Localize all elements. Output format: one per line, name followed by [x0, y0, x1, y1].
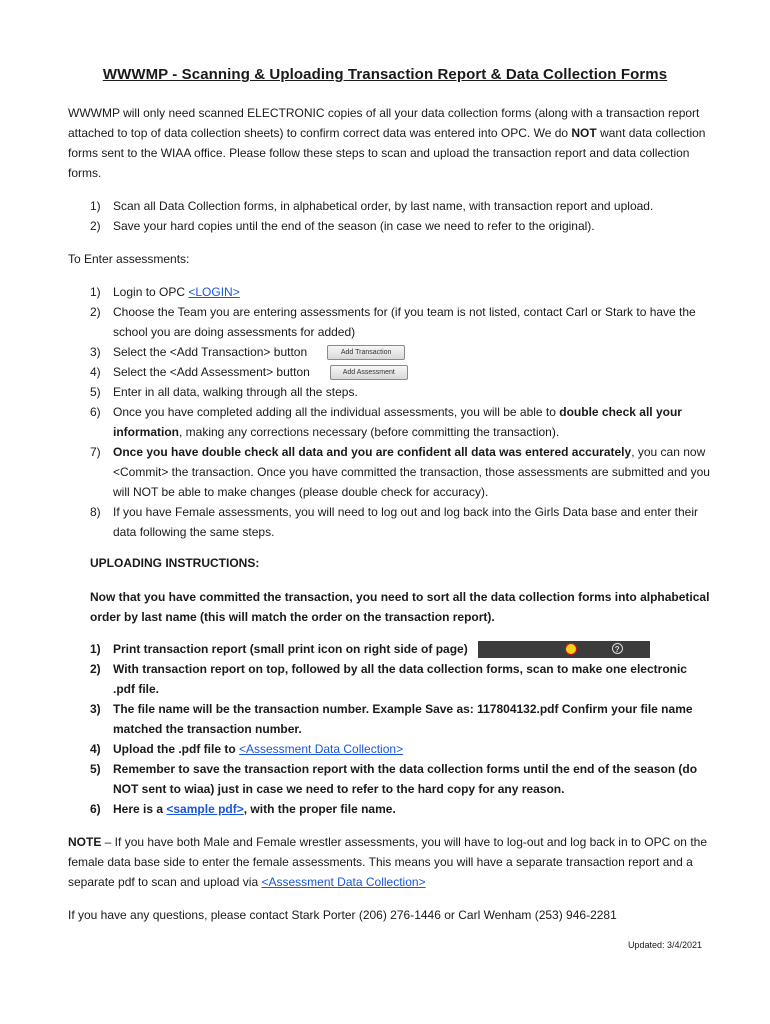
- list-item: 5) Remember to save the transaction report with the data collection forms until the end of the season (do NOT sent to wiaa) just in case we need to refer to the hard copy for any reason.: [90, 762, 698, 796]
- note-assessment-data-collection-link[interactable]: <Assessment Data Collection>: [261, 875, 426, 889]
- list-item: 2) Save your hard copies until the end of the season (in case we need to refer to the original).: [90, 219, 595, 233]
- note-paragraph: NOTE – If you have both Male and Female wrestler assessments, you will have to log-out and log back in to OPC on the female data base side to enter the female assessments. This means you will have a separate transaction report and a separate pdf to scan and upload via <Assessment Data Collection>: [68, 835, 707, 889]
- list-item: 4) Select the <Add Assessment> button Add Assessment: [90, 362, 710, 382]
- contact-text: If you have any questions, please contact Stark Porter (206) 276-1446 or Carl Wenham (253) 946-2281: [68, 908, 617, 922]
- list-item: 1) Login to OPC <LOGIN>: [90, 285, 240, 299]
- help-icon: ?: [612, 643, 623, 654]
- list-item: 3) The file name will be the transaction number. Example Save as: 117804132.pdf Confirm your file name matched the transaction number.: [90, 702, 693, 736]
- note-label: NOTE: [68, 835, 102, 849]
- enter-steps-list: [90, 282, 710, 542]
- scan-steps-list: [90, 196, 710, 236]
- intro-text-1: WWWMP will only need scanned ELECTRONIC copies of all your data collection forms (along with a transaction report attached to top of data collection sheets) to confirm correct data was entered into OPC. We do: [68, 106, 700, 140]
- page-title: WWWMP - Scanning & Uploading Transaction Report & Data Collection Forms: [102, 66, 668, 83]
- intro-paragraph: [68, 103, 708, 183]
- list-item: 1) Print transaction report (small print icon on right side of page) ?: [90, 639, 710, 659]
- intro-text-2: want data collection forms sent to the WIAA office. Please follow these steps to scan and upload the transaction report and data collection forms.: [68, 126, 706, 180]
- list-item: 1) Scan all Data Collection forms, in alphabetical order, by last name, with transaction report and upload.: [90, 199, 654, 213]
- list-item: 2) Choose the Team you are entering assessments for (if you team is not listed, contact Carl or Stark to have the school you are doing assessments for added): [90, 305, 696, 339]
- enter-assessments-label: To Enter assessments:: [68, 252, 190, 266]
- list-item: 4) Upload the .pdf file to <Assessment Data Collection>: [90, 742, 404, 756]
- add-transaction-button-image: Add Transaction: [327, 345, 405, 360]
- list-item: 3) Select the <Add Transaction> button Add Transaction: [90, 342, 710, 362]
- upload-steps-list: [90, 639, 710, 819]
- list-item: 5) Enter in all data, walking through all the steps.: [90, 385, 358, 399]
- list-item: 7) Once you have double check all data and you are confident all data was entered accurately, you can now <Commit> the transaction. Once you have committed the transaction, those assessments are submitted and you will NOT be able to make changes (please double check for accuracy).: [90, 445, 710, 499]
- intro-not: NOT: [571, 126, 597, 140]
- upload-intro: Now that you have committed the transaction, you need to sort all the data collection forms into alphabetical order by last name (this will match the order on the transaction report).: [90, 590, 710, 624]
- list-item: 8) If you have Female assessments, you will need to log out and log back into the Girls Data base and enter their data following the same steps.: [90, 505, 698, 539]
- list-item: 6) Here is a <sample pdf>, with the proper file name.: [90, 802, 396, 816]
- updated-date: Updated: 3/4/2021: [627, 940, 702, 950]
- list-item: 6) Once you have completed adding all the individual assessments, you will be able to double check all your information, making any corrections necessary (before committing the transaction).: [90, 405, 682, 439]
- uploading-heading: UPLOADING INSTRUCTIONS:: [90, 556, 260, 570]
- print-icon: [565, 643, 577, 655]
- sample-pdf-link[interactable]: <sample pdf>: [166, 802, 244, 816]
- list-item: 2) With transaction report on top, followed by all the data collection forms, scan to make one electronic .pdf file.: [90, 662, 687, 696]
- add-assessment-button-image: Add Assessment: [330, 365, 408, 380]
- assessment-data-collection-link[interactable]: <Assessment Data Collection>: [239, 742, 404, 756]
- toolbar-image: [478, 641, 650, 658]
- login-link[interactable]: <LOGIN>: [188, 285, 240, 299]
